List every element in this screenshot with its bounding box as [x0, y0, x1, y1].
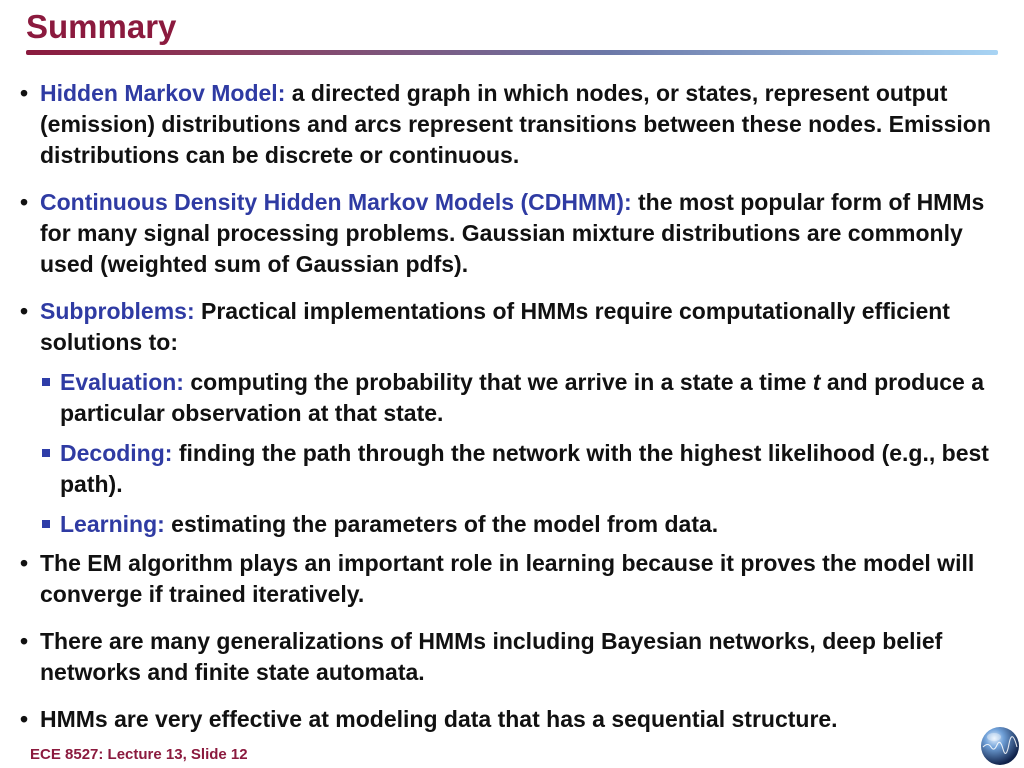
keyword-subproblems: Subproblems:: [40, 298, 195, 324]
bullet-sequential: [18, 704, 1008, 735]
bullet-dot: •: [20, 628, 29, 654]
bullet-text: Practical implementations of HMMs require computationally efficient solutions to:: [40, 298, 950, 355]
slide-content: [18, 78, 1008, 735]
bullet-text: the most popular form of HMMs for many signal processing problems. Gaussian mixture distributions are commonly used (weighted sum of Gaussian pdfs).: [40, 189, 985, 277]
subbullet-text: estimating the parameters of the model from data.: [164, 511, 719, 537]
subbullet-decoding: [18, 438, 1008, 500]
subbullet-text: computing the probability that we arrive in a state a time: [183, 369, 813, 395]
bullet-hmm: [18, 78, 1008, 171]
keyword-hmm: Hidden Markov Model:: [40, 80, 286, 106]
slide-footer: ECE 8527: Lecture 13, Slide 12: [30, 746, 248, 763]
bullet-generalizations: [18, 626, 1008, 688]
bullet-dot: •: [20, 550, 29, 576]
bullet-cdhmm: [18, 187, 1008, 280]
bullet-dot: •: [20, 80, 29, 106]
subbullet-text: finding the path through the network with the highest likelihood (e.g., best path).: [60, 440, 989, 497]
keyword-learning: Learning:: [60, 511, 165, 537]
square-bullet-icon: [42, 378, 50, 386]
keyword-decoding: Decoding:: [60, 440, 173, 466]
bullet-dot: •: [20, 189, 29, 215]
bullet-subproblems: [18, 296, 1008, 358]
title-underline: [26, 50, 998, 55]
subbullet-text: and produce a particular observation at that state.: [60, 369, 985, 426]
square-bullet-icon: [42, 520, 50, 528]
bullet-em: [18, 548, 1008, 610]
subbullet-learning: [18, 509, 1008, 540]
italic-variable: t: [812, 369, 821, 395]
subbullet-evaluation: [18, 367, 1008, 429]
bullet-text: The EM algorithm plays an important role in learning because it proves the model will converge if trained iteratively.: [40, 550, 975, 607]
square-bullet-icon: [42, 449, 50, 457]
keyword-cdhmm: Continuous Density Hidden Markov Models (CDHMM):: [40, 189, 632, 215]
keyword-evaluation: Evaluation:: [60, 369, 184, 395]
bullet-text: There are many generalizations of HMMs including Bayesian networks, deep belief networks and finite state automata.: [40, 628, 943, 685]
bullet-dot: •: [20, 298, 29, 324]
globe-logo-icon: [980, 726, 1020, 766]
bullet-text: HMMs are very effective at modeling data that has a sequential structure.: [40, 706, 838, 732]
slide-title: Summary: [26, 8, 177, 45]
bullet-text: a directed graph in which nodes, or states, represent output (emission) distributions and arcs represent transitions between these nodes. Emission distributions can be discrete or continuous.: [40, 80, 991, 168]
bullet-dot: •: [20, 706, 29, 732]
